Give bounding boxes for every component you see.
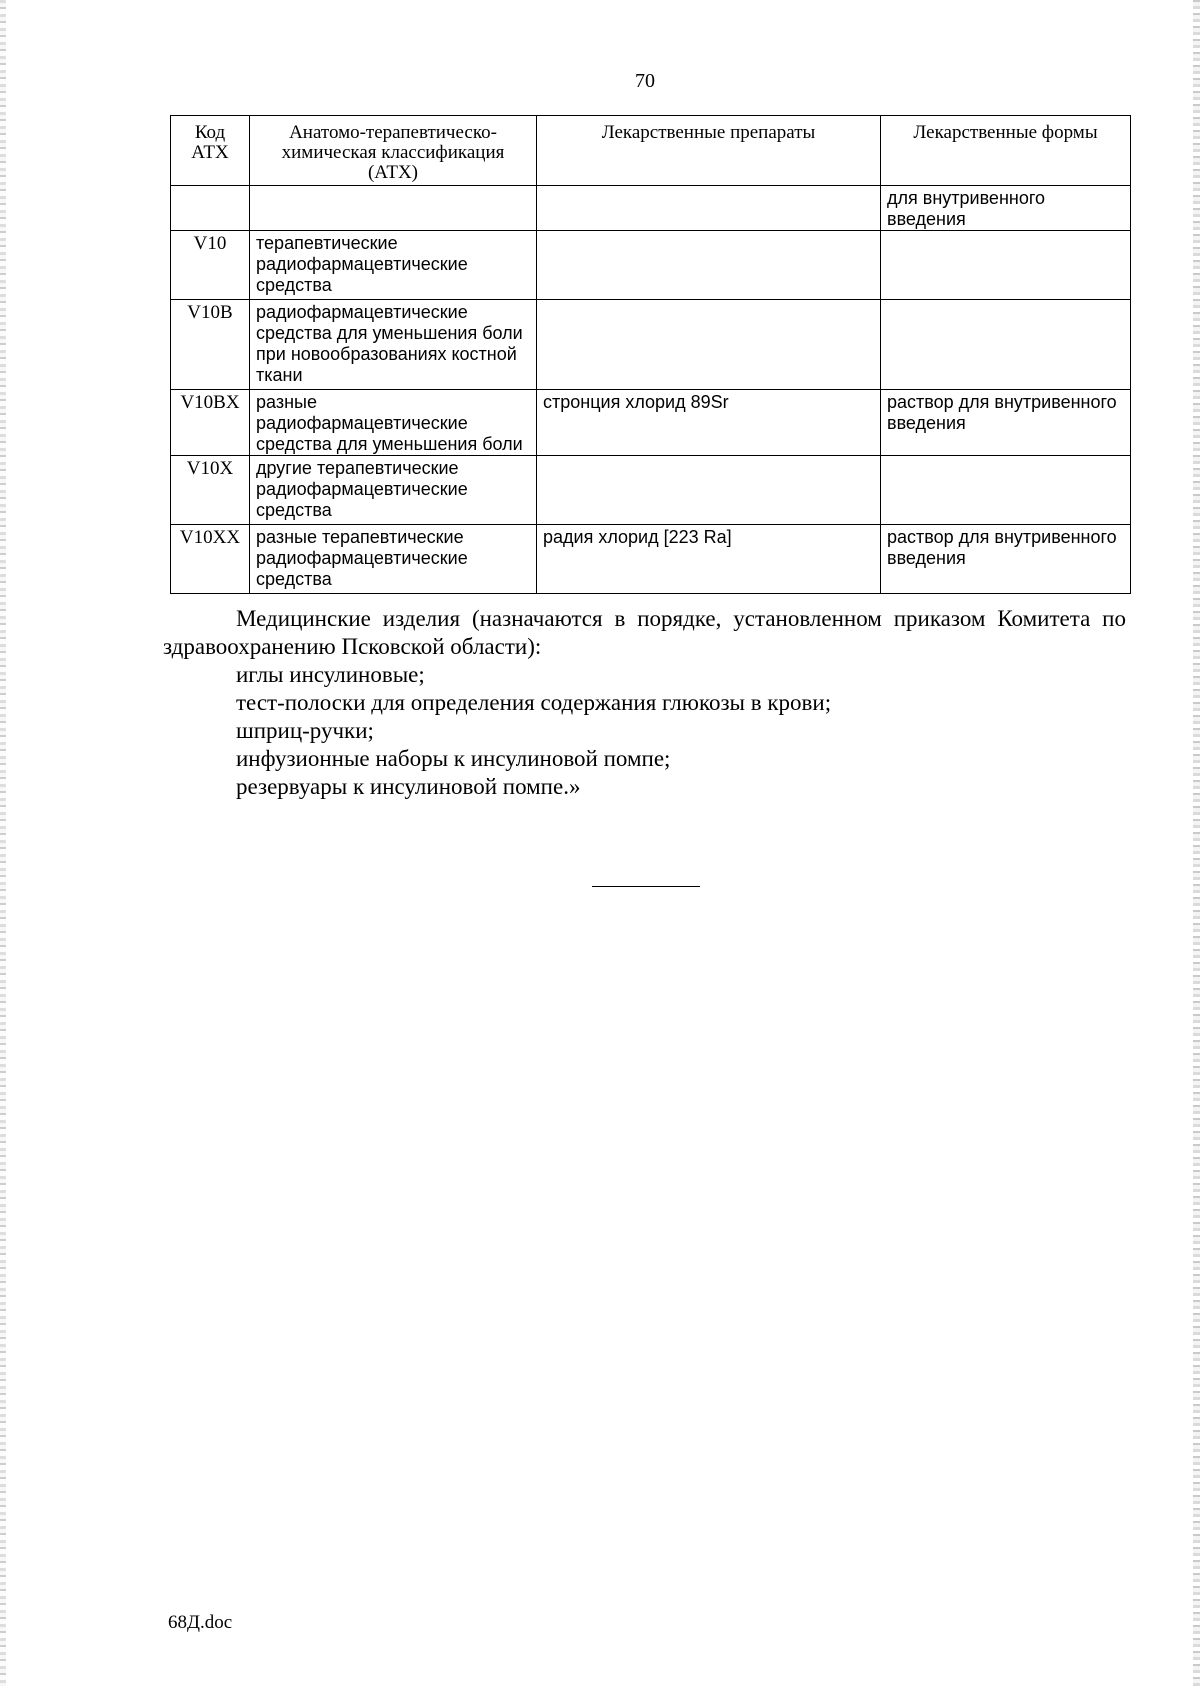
list-item: шприц-ручки; <box>236 718 374 743</box>
header-code: Код АТХ <box>171 116 250 186</box>
list-item: инфузионные наборы к инсулиновой помпе; <box>236 746 671 771</box>
header-forms: Лекарственные формы <box>881 116 1131 186</box>
header-drugs: Лекарственные препараты <box>537 116 881 186</box>
scan-edge-left <box>0 0 6 1686</box>
row-classification: разные радиофармацевтические средства для уменьшения боли <box>250 390 537 456</box>
row-code <box>171 186 250 231</box>
row-code: V10B <box>171 300 250 390</box>
medical-devices-intro: Медицинские изделия (назначаются в порядке, установленном приказом Комитета по здравоохранению Псковской области): <box>163 606 1126 659</box>
row-drug: стронция хлорид 89Sr <box>537 390 881 456</box>
scan-edge-right <box>1193 0 1200 1686</box>
row-code: V10 <box>171 231 250 300</box>
list-item: иглы инсулиновые; <box>236 662 425 687</box>
medical-devices-section <box>163 605 1126 801</box>
list-item: тест-полоски для определения содержания глюкозы в крови; <box>236 690 832 715</box>
row-classification <box>250 186 537 231</box>
row-drug <box>537 300 881 390</box>
table-header-row <box>171 116 1131 186</box>
list-item: резервуары к инсулиновой помпе.» <box>236 774 581 799</box>
row-form: раствор для внутривенного введения <box>881 525 1131 594</box>
row-code: V10BX <box>171 390 250 456</box>
row-classification: терапевтические радиофармацевтические средства <box>250 231 537 300</box>
row-form <box>881 300 1131 390</box>
row-form: раствор для внутривенного введения <box>881 390 1131 456</box>
page-number: 70 <box>635 70 655 92</box>
table-row <box>171 231 1131 300</box>
row-classification: другие терапевтические радиофармацевтические средства <box>250 456 537 525</box>
row-drug <box>537 456 881 525</box>
table-row <box>171 186 1131 231</box>
row-classification: разные терапевтические радиофармацевтические средства <box>250 525 537 594</box>
row-drug <box>537 186 881 231</box>
row-drug <box>537 231 881 300</box>
table-row <box>171 390 1131 456</box>
table-row <box>171 525 1131 594</box>
row-form: для внутривенного введения <box>881 186 1131 231</box>
header-classification: Анатомо-терапевтическо-химическая классификация (АТХ) <box>250 116 537 186</box>
row-code: V10XX <box>171 525 250 594</box>
footer-file-name: 68Д.doc <box>168 1612 233 1633</box>
table-row <box>171 456 1131 525</box>
row-drug: радия хлорид [223 Ra] <box>537 525 881 594</box>
row-code: V10X <box>171 456 250 525</box>
row-classification: радиофармацевтические средства для уменьшения боли при новообразованиях костной ткани <box>250 300 537 390</box>
table-row <box>171 300 1131 390</box>
atx-table <box>170 115 1131 594</box>
end-of-document-rule <box>592 886 700 887</box>
row-form <box>881 231 1131 300</box>
row-form <box>881 456 1131 525</box>
